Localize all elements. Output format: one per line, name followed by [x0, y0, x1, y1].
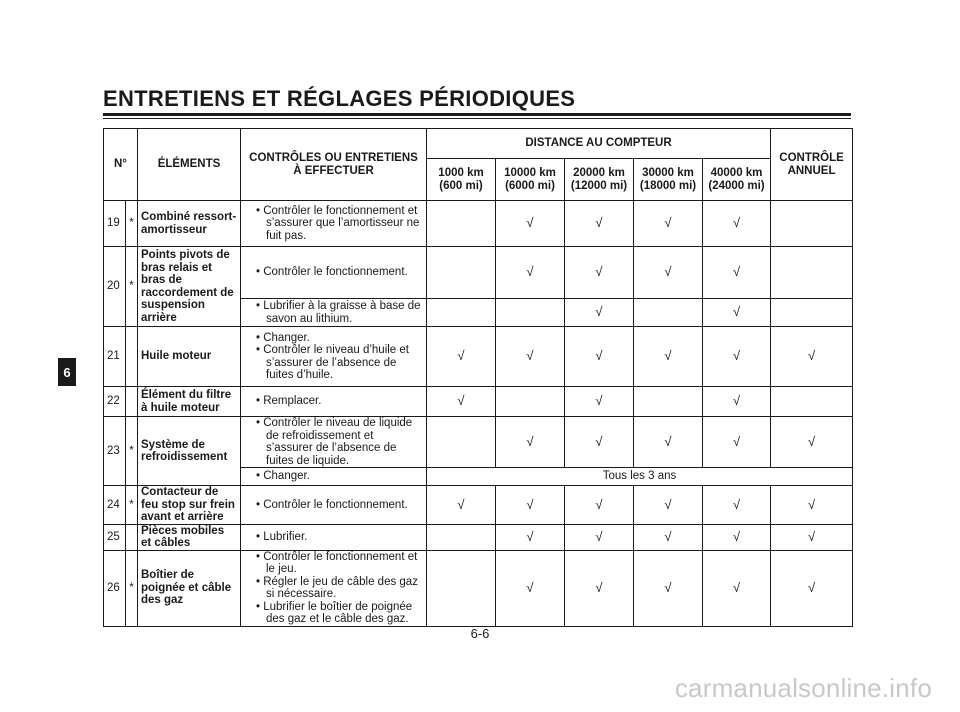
row-star: * — [126, 247, 138, 327]
empty-cell — [771, 247, 853, 299]
check-mark: √ — [427, 327, 496, 387]
check-mark: √ — [771, 524, 853, 550]
task-line: • Remplacer. — [244, 395, 423, 408]
check-mark: √ — [565, 387, 634, 417]
row-number: 23 — [104, 417, 126, 486]
row-star: * — [126, 550, 138, 626]
maintenance-table — [103, 128, 853, 627]
check-mark: √ — [427, 387, 496, 417]
row-star: * — [126, 486, 138, 525]
task-line: • Contrôler le fonctionnement. — [244, 499, 423, 512]
chapter-tab: 6 — [58, 358, 76, 386]
check-mark: √ — [634, 201, 703, 247]
task-list — [244, 266, 423, 279]
check-mark: √ — [496, 201, 565, 247]
row-item: Huile moteur — [138, 327, 241, 387]
row-task — [241, 299, 427, 327]
row-star: * — [126, 201, 138, 247]
table-body — [104, 201, 853, 627]
header-distance: 20000 km (12000 mi) — [565, 159, 634, 201]
header-controls: CONTRÔLES OU ENTRETIENS À EFFECTUER — [241, 129, 427, 201]
check-mark: √ — [703, 247, 771, 299]
row-number: 22 — [104, 387, 126, 417]
empty-cell — [427, 201, 496, 247]
row-item: Combiné ressort-amortisseur — [138, 201, 241, 247]
row-task — [241, 524, 427, 550]
row-task — [241, 417, 427, 468]
row-task — [241, 468, 427, 486]
task-line: • Contrôler le fonctionnement et s’assurer que l’amortisseur ne fuit pas. — [244, 205, 423, 243]
check-mark: √ — [565, 299, 634, 327]
row-task — [241, 201, 427, 247]
task-line: • Contrôler le niveau d’huile et s’assurer de l’absence de fuites d’huile. — [244, 344, 423, 382]
check-mark: √ — [634, 247, 703, 299]
check-mark: √ — [496, 486, 565, 525]
check-mark: √ — [771, 417, 853, 468]
table-row — [104, 247, 853, 299]
empty-cell — [634, 299, 703, 327]
check-mark: √ — [634, 417, 703, 468]
check-mark: √ — [565, 327, 634, 387]
row-item: Points pivots de bras relais et bras de raccordement de suspension arrière — [138, 247, 241, 327]
header-annual: CONTRÔLE ANNUEL — [771, 129, 853, 201]
check-mark: √ — [634, 550, 703, 626]
task-list — [244, 300, 423, 325]
header-distance: 1000 km (600 mi) — [427, 159, 496, 201]
task-line: • Contrôler le fonctionnement. — [244, 266, 423, 279]
check-mark: √ — [703, 299, 771, 327]
page-number: 6-6 — [470, 626, 490, 641]
table-row — [104, 387, 853, 417]
empty-cell — [427, 550, 496, 626]
check-mark: √ — [634, 524, 703, 550]
row-star — [126, 524, 138, 550]
check-mark: √ — [565, 417, 634, 468]
check-mark: √ — [565, 201, 634, 247]
row-task — [241, 486, 427, 525]
title-rule-thin — [103, 118, 851, 119]
row-task — [241, 387, 427, 417]
task-list — [244, 551, 423, 626]
check-mark: √ — [703, 524, 771, 550]
row-task — [241, 247, 427, 299]
row-number: 20 — [104, 247, 126, 327]
task-list — [244, 499, 423, 512]
check-mark: √ — [703, 550, 771, 626]
empty-cell — [427, 299, 496, 327]
empty-cell — [771, 387, 853, 417]
task-list — [244, 205, 423, 243]
row-star — [126, 387, 138, 417]
header-elements: ÉLÉMENTS — [138, 129, 241, 201]
check-mark: √ — [496, 327, 565, 387]
table-row — [104, 417, 853, 468]
row-item: Système de refroidissement — [138, 417, 241, 486]
task-line: • Lubrifier à la graisse à base de savon au lithium. — [244, 300, 423, 325]
empty-cell — [771, 201, 853, 247]
check-mark: √ — [703, 417, 771, 468]
check-mark: √ — [565, 524, 634, 550]
check-mark: √ — [634, 486, 703, 525]
row-star: * — [126, 417, 138, 486]
page-title: ENTRETIENS ET RÉGLAGES PÉRIODIQUES — [103, 86, 576, 111]
table-row — [104, 327, 853, 387]
check-mark: √ — [427, 486, 496, 525]
row-number: 24 — [104, 486, 126, 525]
row-item: Contacteur de feu stop sur frein avant et arrière — [138, 486, 241, 525]
header-distance-group: DISTANCE AU COMPTEUR — [427, 129, 771, 159]
check-mark: √ — [771, 486, 853, 525]
header-distance: 40000 km (24000 mi) — [703, 159, 771, 201]
table-row — [104, 524, 853, 550]
task-list — [244, 417, 423, 467]
title-rule-thick — [103, 113, 851, 116]
header-distance: 10000 km (6000 mi) — [496, 159, 565, 201]
row-number: 26 — [104, 550, 126, 626]
row-number: 21 — [104, 327, 126, 387]
check-mark: √ — [703, 486, 771, 525]
header-distance: 30000 km (18000 mi) — [634, 159, 703, 201]
check-mark: √ — [496, 550, 565, 626]
row-item: Boîtier de poignée et câble des gaz — [138, 550, 241, 626]
empty-cell — [771, 299, 853, 327]
header-num: N° — [104, 129, 138, 201]
check-mark: √ — [496, 247, 565, 299]
task-line: • Régler le jeu de câble des gaz si nécessaire. — [244, 576, 423, 601]
empty-cell — [427, 417, 496, 468]
task-line: • Lubrifier le boîtier de poignée des gaz et le câble des gaz. — [244, 601, 423, 626]
check-mark: √ — [703, 327, 771, 387]
task-line: • Changer. — [244, 332, 423, 345]
task-line: • Contrôler le niveau de liquide de refroidissement et s’assurer de l’absence de fuites de liquide. — [244, 417, 423, 467]
row-task — [241, 327, 427, 387]
check-mark: √ — [496, 417, 565, 468]
check-mark: √ — [496, 524, 565, 550]
interval-note: Tous les 3 ans — [427, 468, 853, 486]
table-row — [104, 550, 853, 626]
check-mark: √ — [565, 550, 634, 626]
task-line: • Contrôler le fonctionnement et le jeu. — [244, 551, 423, 576]
task-list — [244, 470, 423, 483]
empty-cell — [427, 524, 496, 550]
check-mark: √ — [703, 387, 771, 417]
row-task — [241, 550, 427, 626]
task-line: • Changer. — [244, 470, 423, 483]
task-line: • Lubrifier. — [244, 531, 423, 544]
check-mark: √ — [771, 327, 853, 387]
row-item: Pièces mobiles et câbles — [138, 524, 241, 550]
empty-cell — [496, 299, 565, 327]
check-mark: √ — [703, 201, 771, 247]
table-row — [104, 201, 853, 247]
empty-cell — [496, 387, 565, 417]
task-list — [244, 531, 423, 544]
task-list — [244, 395, 423, 408]
check-mark: √ — [634, 327, 703, 387]
task-list — [244, 332, 423, 382]
table-row — [104, 486, 853, 525]
row-star — [126, 327, 138, 387]
row-number: 25 — [104, 524, 126, 550]
check-mark: √ — [565, 486, 634, 525]
watermark: carmanualsonline.info — [674, 673, 932, 703]
empty-cell — [634, 387, 703, 417]
check-mark: √ — [565, 247, 634, 299]
row-item: Élément du filtre à huile moteur — [138, 387, 241, 417]
row-number: 19 — [104, 201, 126, 247]
empty-cell — [427, 247, 496, 299]
check-mark: √ — [771, 550, 853, 626]
